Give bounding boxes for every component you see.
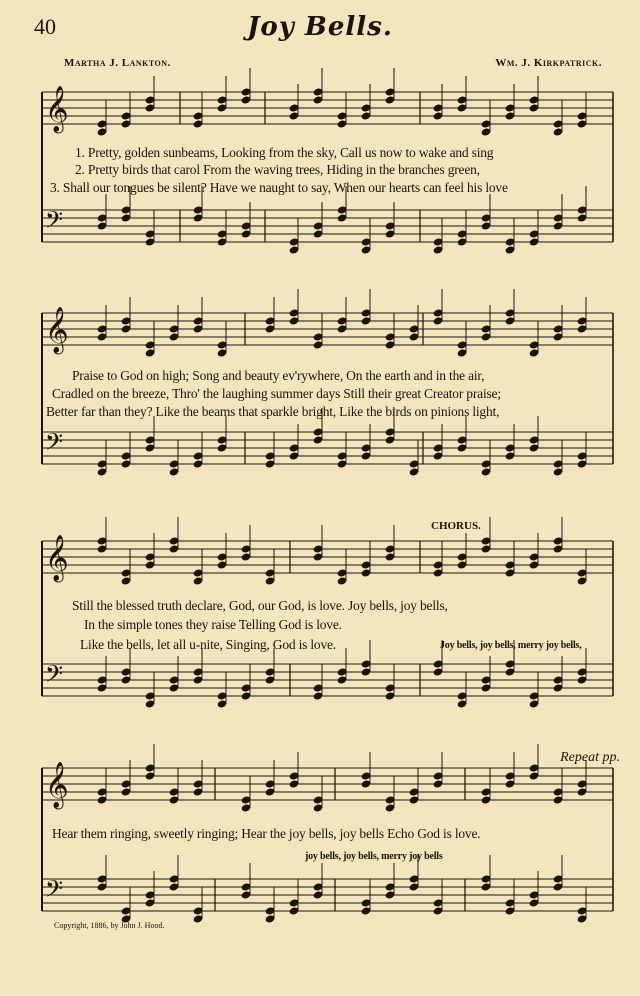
- lyric-chorus-line-2: Hear them ringing, sweetly ringing; Hear the joy bells, joy bells Echo God is love.: [52, 826, 481, 841]
- lyric-verse-2-line-1: 2. Pretty birds that carol From the waving trees, Hiding in the branches green,: [75, 162, 480, 177]
- lyric-verse-1-line-3: Still the blessed truth declare, God, our God, is love. Joy bells, joy bells,: [72, 598, 448, 613]
- chorus-echo-line-2: joy bells, joy bells, merry joy bells: [305, 851, 443, 862]
- chorus-echo-line: Joy bells, joy bells, merry joy bells,: [440, 640, 582, 651]
- lyricist: Martha J. Lankton.: [64, 57, 171, 69]
- treble-clef: 𝄞: [45, 86, 69, 132]
- bass-clef: 𝄢: [45, 660, 64, 693]
- bass-clef: 𝄢: [45, 875, 64, 908]
- chorus-label: CHORUS.: [431, 520, 481, 532]
- page-number: 40: [34, 14, 56, 39]
- lyric-verse-2-line-2: Cradled on the breeze, Thro' the laughing summer days Still their great Creator praise;: [52, 386, 501, 401]
- lyric-verse-1-line-1: 1. Pretty, golden sunbeams, Looking from the sky, Call us now to wake and sing: [75, 145, 494, 160]
- lyric-verse-1-line-2: Praise to God on high; Song and beauty ev'rywhere, On the earth and in the air,: [72, 368, 485, 383]
- lyric-verse-3-line-1: 3. Shall our tongues be silent? Have we naught to say, When our hearts can feel his love: [50, 180, 508, 195]
- bass-clef: 𝄢: [45, 428, 64, 461]
- bass-clef: 𝄢: [45, 206, 64, 239]
- treble-clef: 𝄞: [45, 307, 69, 353]
- treble-clef: 𝄞: [45, 762, 69, 808]
- hymn-title: Joy Bells.: [247, 12, 393, 42]
- lyric-verse-2-line-3: In the simple tones they raise Telling God is love.: [84, 617, 342, 632]
- treble-clef: 𝄞: [45, 535, 69, 581]
- lyric-verse-3-line-3: Like the bells, let all u-nite, Singing, God is love.: [80, 637, 336, 652]
- composer: Wm. J. Kirkpatrick.: [495, 57, 602, 69]
- repeat-marking: Repeat pp.: [560, 750, 620, 765]
- lyric-verse-3-line-2: Better far than they? Like the beams that sparkle bright, Like the birds on pinions light,: [46, 404, 500, 419]
- copyright-notice: Copyright, 1886, by John J. Hood.: [54, 921, 165, 930]
